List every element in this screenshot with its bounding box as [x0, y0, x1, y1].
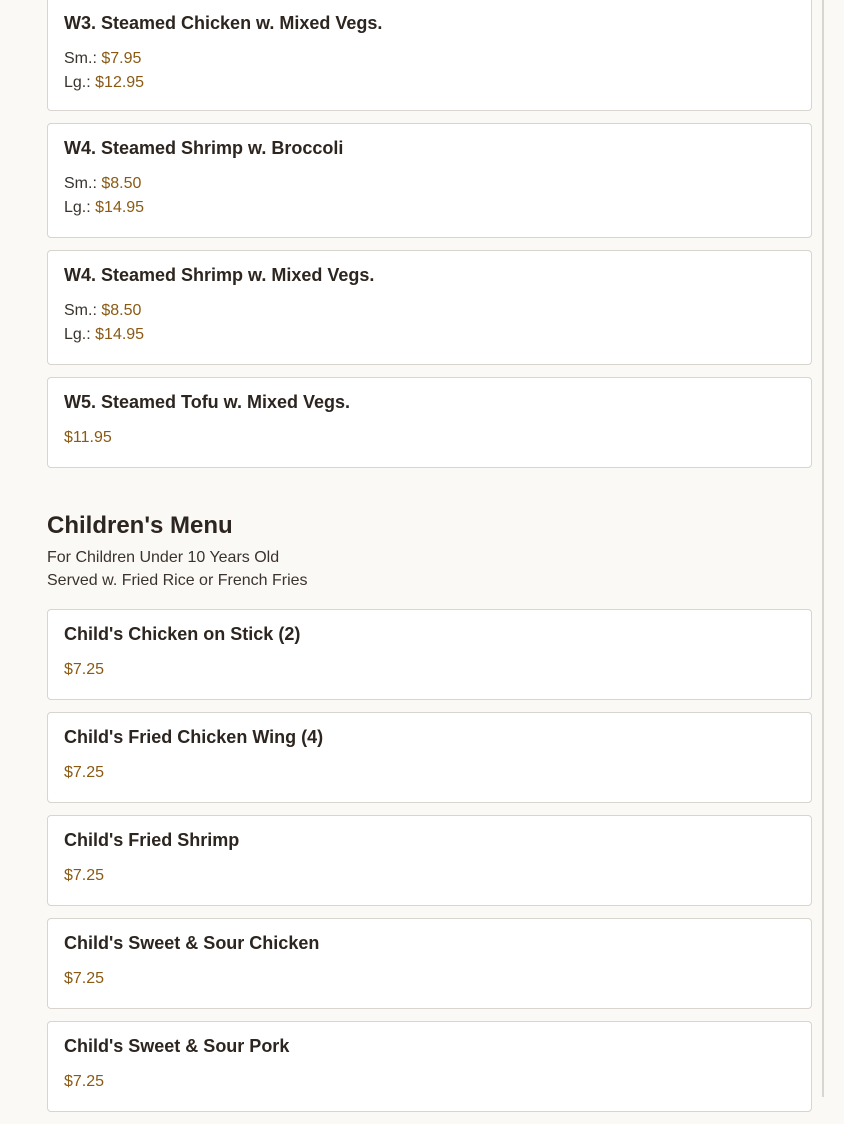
price-line	[64, 1070, 795, 1094]
price-line-small	[64, 172, 795, 196]
menu-item-price: $7.25	[64, 867, 105, 884]
menu-item-name: W4. Steamed Shrimp w. Mixed Vegs.	[64, 265, 375, 285]
section-title: Children's Menu	[47, 512, 233, 539]
menu-item-price: $14.95	[95, 199, 145, 216]
menu-item-name: Child's Fried Shrimp	[64, 830, 240, 850]
size-label: Sm.:	[64, 302, 97, 319]
price-line-large	[64, 71, 795, 95]
section-note: For Children Under 10 Years Old	[47, 549, 280, 566]
menu-item-card[interactable]	[47, 123, 812, 238]
price-line	[64, 967, 795, 991]
menu-item-name: W4. Steamed Shrimp w. Broccoli	[64, 138, 344, 158]
price-line	[64, 426, 795, 450]
menu-item-price: $11.95	[64, 429, 112, 446]
section-notes	[47, 546, 812, 592]
menu-item-price: $7.95	[101, 50, 142, 67]
menu-item-name: Child's Chicken on Stick (2)	[64, 624, 301, 644]
menu-item-name: W3. Steamed Chicken w. Mixed Vegs.	[64, 13, 383, 33]
price-line	[64, 761, 795, 785]
menu-item-card[interactable]	[47, 609, 812, 700]
section-note: Served w. Fried Rice or French Fries	[47, 572, 308, 589]
menu-item-price: $7.25	[64, 661, 105, 678]
menu-item-card[interactable]	[47, 815, 812, 906]
page-edge-divider	[822, 0, 824, 1097]
size-label: Sm.:	[64, 175, 97, 192]
menu-item-name: Child's Sweet & Sour Pork	[64, 1036, 290, 1056]
price-line-small	[64, 299, 795, 323]
size-label: Lg.:	[64, 326, 91, 343]
children-menu-section	[47, 512, 812, 1112]
size-label: Sm.:	[64, 50, 97, 67]
menu-content	[47, 0, 812, 1124]
price-line-small	[64, 47, 795, 71]
menu-item-card[interactable]	[47, 377, 812, 468]
menu-item-price: $8.50	[101, 302, 142, 319]
menu-item-price: $7.25	[64, 1073, 105, 1090]
menu-item-price: $8.50	[101, 175, 142, 192]
menu-item-card[interactable]	[47, 0, 812, 111]
menu-item-price: $7.25	[64, 764, 105, 781]
price-line	[64, 864, 795, 888]
menu-item-card[interactable]	[47, 918, 812, 1009]
menu-item-name: Child's Fried Chicken Wing (4)	[64, 727, 324, 747]
menu-item-card[interactable]	[47, 250, 812, 365]
menu-item-price: $14.95	[95, 326, 145, 343]
menu-item-price: $12.95	[95, 74, 145, 91]
size-label: Lg.:	[64, 199, 91, 216]
price-line-large	[64, 323, 795, 347]
menu-item-name: Child's Sweet & Sour Chicken	[64, 933, 320, 953]
price-line	[64, 658, 795, 682]
price-line-large	[64, 196, 795, 220]
menu-item-name: W5. Steamed Tofu w. Mixed Vegs.	[64, 392, 351, 412]
size-label: Lg.:	[64, 74, 91, 91]
menu-item-price: $7.25	[64, 970, 105, 987]
menu-item-card[interactable]	[47, 712, 812, 803]
menu-item-card[interactable]	[47, 1021, 812, 1112]
